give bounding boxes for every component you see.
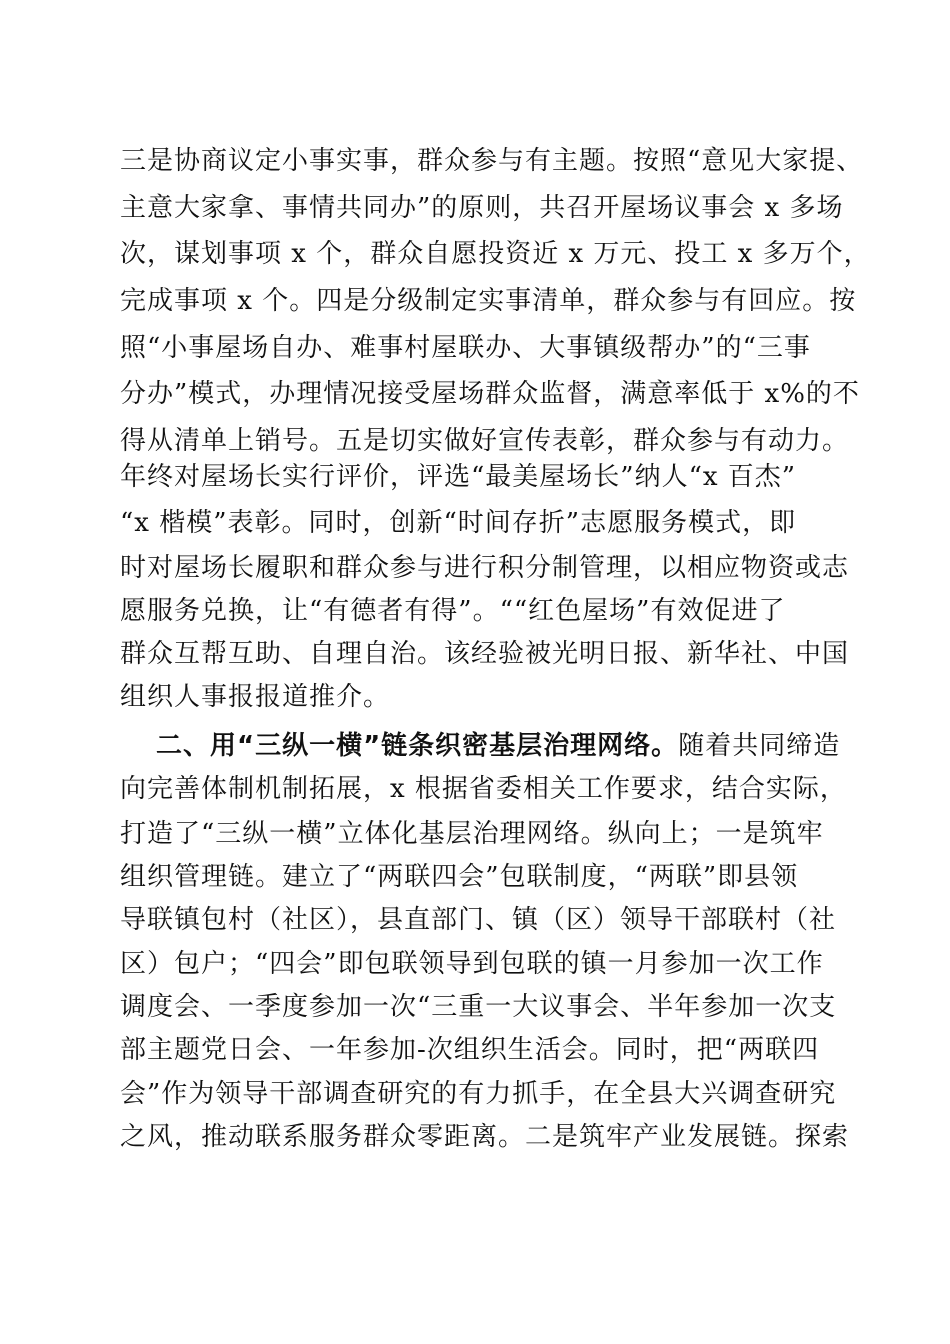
text-line: 主意大家拿、事情共同办”的原则，共召开屋场议事会 x 多场 (120, 193, 844, 223)
text-line: 组织管理链。建立了“两联四会”包联制度，“两联”即县领 (120, 862, 799, 892)
text-line: 愿服务兑换，让“有德者有得”。““红色屋场”有效促进了 (120, 596, 786, 626)
text-line: 三是协商议定小事实事，群众参与有主题。按照“意见大家提、 (120, 146, 864, 176)
text-line: 向完善体制机制拓展，x 根据省委相关工作要求，结合实际， (120, 774, 847, 804)
text-line: 组织人事报报道推介。 (120, 682, 391, 712)
text-line: 会”作为领导干部调查研究的有力抓手，在全县大兴调查研究 (120, 1079, 837, 1109)
heading-line-continuation: 随着共同缔造 (678, 731, 841, 761)
text-line: 调度会、一季度参加一次“三重一大议事会、半年参加一次支 (120, 992, 837, 1022)
text-line: 打造了“三纵一横”立体化基层治理网络。纵向上；一是筑牢 (120, 819, 824, 849)
text-line: “x 楷模”表彰。同时，创新“时间存折”志愿服务模式，即 (120, 508, 797, 538)
text-line: 完成事项 x 个。四是分级制定实事清单，群众参与有回应。按 (120, 286, 857, 316)
text-line: 群众互帮互助、自理自治。该经验被光明日报、新华社、中国 (120, 639, 850, 669)
text-line: 照“小事屋场自办、难事村屋联办、大事镇级帮办”的“三事 (120, 333, 811, 363)
text-line: 得从清单上销号。五是切实做好宣传表彰，群众参与有动力。 (120, 426, 850, 456)
text-line: 次，谋划事项 x 个，群众自愿投资近 x 万元、投工 x 多万个， (120, 239, 871, 269)
section-heading: 二、用“三纵一横”链条织密基层治理网络。 (156, 731, 679, 761)
text-line: 区）包户；“四会”即包联领导到包联的镇一月参加一次工作 (120, 949, 824, 979)
text-line: 导联镇包村（社区），县直部门、镇（区）领导干部联村（社 (120, 905, 837, 935)
section-heading-line (156, 731, 840, 761)
text-line: 之风，推动联系服务群众零距离。二是筑牢产业发展链。探索 (120, 1122, 850, 1152)
text-line: 年终对屋场长实行评价，评选“最美屋场长”纳人“x 百杰” (120, 462, 797, 492)
text-line: 分办”模式，办理情况接受屋场群众监督，满意率低于 x%的不 (120, 379, 860, 409)
text-line: 时对屋场长履职和群众参与进行积分制管理，以相应物资或志 (120, 553, 850, 583)
text-line: 部主题党日会、一年参加-次组织生活会。同时，把“两联四 (120, 1035, 820, 1065)
